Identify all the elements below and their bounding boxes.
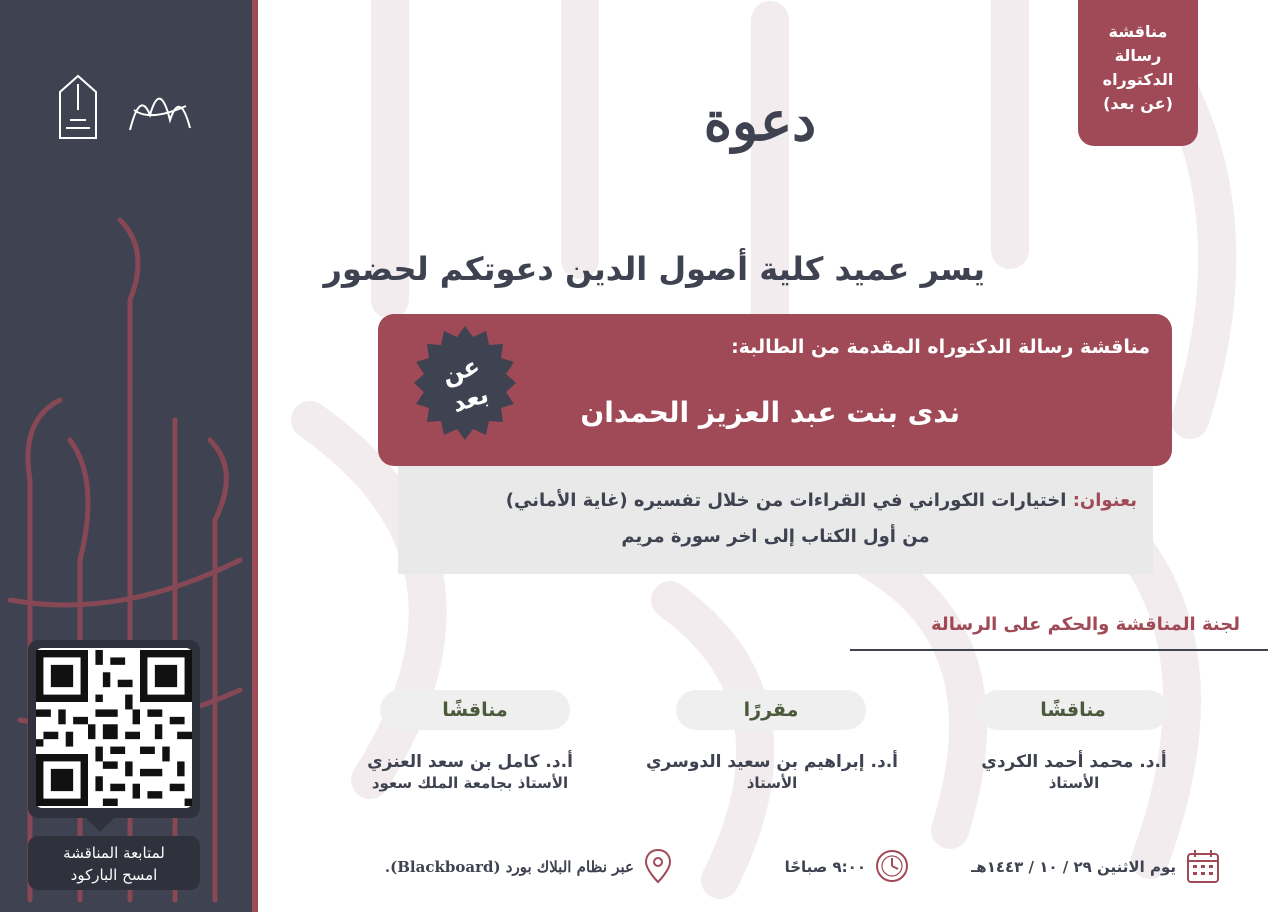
committee-member-1 bbox=[944, 752, 1204, 792]
sidebar-accent-stripe bbox=[252, 0, 258, 912]
member-name-2: أ.د. إبراهيم بن سعيد الدوسري bbox=[645, 752, 899, 772]
committee-divider bbox=[850, 649, 1268, 651]
member-title-3: الأستاذ بجامعة الملك سعود bbox=[371, 774, 569, 792]
member-role-3: مناقشًا bbox=[380, 690, 570, 730]
committee-member-3 bbox=[340, 752, 600, 792]
remote-seal-icon bbox=[406, 324, 524, 442]
defense-type-badge bbox=[1078, 0, 1198, 146]
committee-member-2 bbox=[642, 752, 902, 792]
member-role-1: مناقشًا bbox=[978, 690, 1168, 730]
sidebar-panel bbox=[0, 0, 252, 912]
calendar-icon bbox=[1186, 848, 1220, 884]
member-title-1: الأستاذ bbox=[1048, 774, 1100, 792]
defense-platform: عبر نظام البلاك بورد (Blackboard). bbox=[384, 858, 634, 876]
student-name: ندى بنت عبد العزيز الحمدان bbox=[580, 396, 960, 429]
member-name-3: أ.د. كامل بن سعد العنزي bbox=[367, 752, 573, 772]
scan-instructions bbox=[28, 836, 200, 890]
remote-seal-top: عن bbox=[438, 351, 484, 390]
brand-word: دعوة bbox=[703, 89, 817, 153]
scan-label-line2: امسح الباركود bbox=[70, 866, 158, 884]
thesis-title-prefix: بعنوان: bbox=[1072, 490, 1137, 511]
member-title-2: الأستاذ bbox=[746, 774, 798, 792]
remote-seal-bottom: بعد bbox=[448, 380, 492, 419]
badge-line-3: الدكتوراه bbox=[1102, 70, 1174, 89]
qr-code[interactable] bbox=[36, 648, 192, 808]
badge-line-4: (عن بعد) bbox=[1103, 94, 1173, 113]
scan-label-line1: لمتابعة المناقشة bbox=[63, 844, 165, 862]
defense-time: ٩:٠٠ صباحًا bbox=[784, 858, 866, 876]
student-intro: مناقشة رسالة الدكتوراه المقدمة من الطالبة: bbox=[731, 336, 1150, 358]
location-pin-icon bbox=[644, 848, 672, 886]
thesis-title-line1 bbox=[506, 490, 1137, 511]
student-card bbox=[378, 314, 1172, 466]
qr-code-pattern bbox=[36, 648, 192, 808]
thesis-title-box bbox=[398, 466, 1153, 574]
qr-pointer-arrow bbox=[86, 818, 114, 832]
qr-code-frame bbox=[28, 640, 200, 818]
thesis-title-text: اختيارات الكوراني في القراءات من خلال تفسيره (غاية الأماني) bbox=[505, 490, 1067, 511]
badge-line-1: مناقشة bbox=[1108, 22, 1168, 41]
clock-icon bbox=[874, 848, 910, 884]
member-role-2: مقررًا bbox=[676, 690, 866, 730]
dawa-calligraphy-logo bbox=[690, 60, 830, 190]
member-name-1: أ.د. محمد أحمد الكردي bbox=[981, 752, 1167, 772]
badge-line-2: رسالة bbox=[1114, 46, 1162, 65]
university-logos bbox=[50, 70, 200, 145]
committee-heading: لجنة المناقشة والحكم على الرسالة bbox=[931, 614, 1240, 635]
defense-date: يوم الاثنين ٢٩ / ١٠ / ١٤٤٣هـ bbox=[971, 858, 1176, 876]
invitation-headline: يسر عميد كلية أصول الدين دعوتكم لحضور bbox=[323, 250, 985, 288]
thesis-title-line2: من أول الكتاب إلى اخر سورة مريم bbox=[621, 526, 930, 547]
